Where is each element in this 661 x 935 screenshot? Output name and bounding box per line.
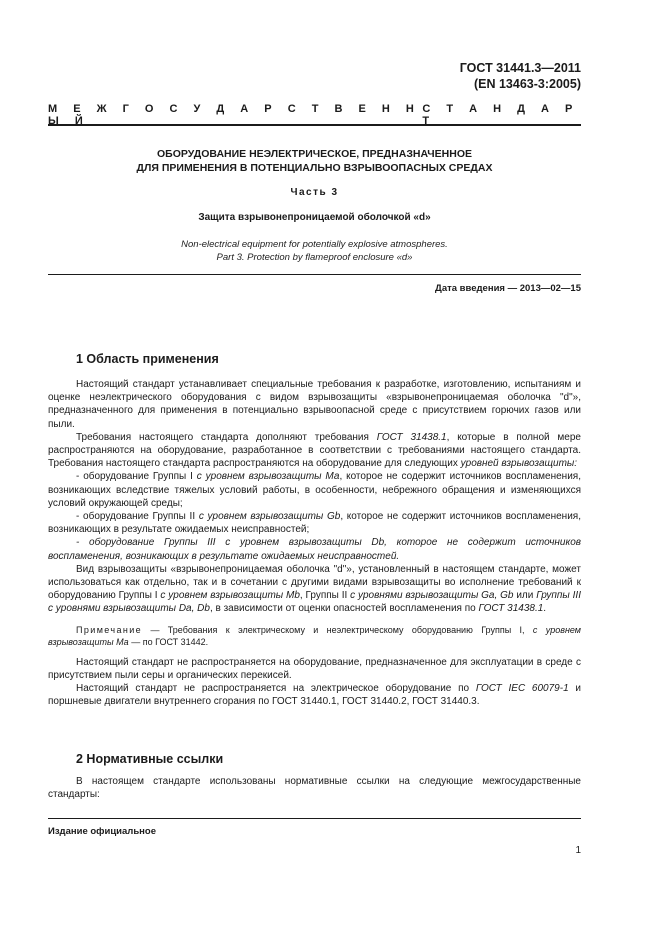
top-rule	[48, 124, 581, 126]
official-edition-label: Издание официальное	[48, 826, 156, 837]
text-run: — Требования к электрическому и неэлектрическому оборудованию Группы I,	[142, 624, 533, 635]
section-1-body	[48, 378, 581, 708]
list-item-group-2	[48, 510, 581, 536]
english-title-line-2: Part 3. Protection by flameproof enclosure «d»	[216, 251, 413, 263]
text-run: , которое не содержит источников воспламенения, возникающих в результате ожидаемых неисправностей;	[48, 511, 581, 536]
bottom-rule	[48, 818, 581, 819]
standard-header	[460, 60, 581, 92]
standard-id: ГОСТ 31441.3—2011	[459, 61, 581, 75]
standard-word: С Т А Н Д А Р Т	[422, 103, 579, 127]
text-run: Настоящий стандарт не распространяется на электрическое оборудование по	[76, 683, 476, 695]
section-1-heading: 1 Область применения	[76, 352, 219, 366]
text-run: , которое не содержит источников воспламенения, возникающих вследствие тяжелых условий работы, в особенности, небрежного обращения и изменяющихся условий окружающей среды;	[48, 471, 581, 509]
section-1-paragraph-1: Настоящий стандарт устанавливает специальные требования к разработке, изготовлению, испытаниям и оценке неэлектрического оборудования с видом взрывозащиты «взрывонепроницаемая оболочка "d"», предназначенного для применения в потенциально взрывоопасной среде с присутствием горючих газов или пыли.	[48, 379, 581, 430]
english-title-line-1: Non-electrical equipment for potentially explosive atmospheres.	[181, 239, 448, 250]
section-2-body	[48, 775, 581, 801]
part-label: Часть 3	[290, 187, 339, 198]
middle-rule	[48, 274, 581, 275]
page-number: 1	[575, 845, 581, 856]
english-title	[48, 239, 581, 264]
text-run: Вид взрывозащиты «взрывонепроницаемая оболочка "d"», установленный в настоящем стандарте, может использоваться как отдельно, так и в сочетании с другими видами взрывозащиты во исполнение требований к оборудованию Группы I	[48, 563, 581, 602]
text-run: , в зависимости от оценки опасностей воспламенения по	[209, 603, 479, 615]
text-run: , которые в полной мере распространяются на оборудование, разработанное в соответствии с требованиями настоящего стандарта. Требования настоящего стандарта распространяются на оборудование для следующих	[48, 431, 581, 470]
text-run: - оборудование Группы I	[76, 471, 197, 483]
note	[48, 624, 581, 648]
list-item-group-3	[48, 536, 581, 562]
part-subtitle: Защита взрывонепроницаемой оболочкой «d»	[198, 212, 431, 223]
text-run: — по ГОСТ 31442.	[128, 636, 209, 647]
title-line-1: ОБОРУДОВАНИЕ НЕЭЛЕКТРИЧЕСКОЕ, ПРЕДНАЗНАЧЕННОЕ	[157, 148, 472, 160]
text-run: с уровнем взрывозащиты Mb	[160, 590, 300, 602]
text-run: Группы III с уровнями взрывозащиты Da, Db	[48, 590, 581, 615]
reference-link: ГОСТ 31438.1	[478, 603, 544, 615]
text-run: - оборудование Группы II	[76, 511, 199, 523]
reference-link: ГОСТ IEC 60079-1	[475, 683, 569, 695]
text-run: .	[543, 603, 547, 615]
section-1-paragraph-5	[48, 682, 581, 708]
text-run: и поршневые двигатели внутреннего сгорания по ГОСТ 31440.1, ГОСТ 31440.2, ГОСТ 31440.3.	[48, 683, 581, 708]
section-1-paragraph-3	[48, 563, 581, 616]
section-2-paragraph-1: В настоящем стандарте использованы нормативные ссылки на следующие межгосударственные стандарты:	[48, 776, 581, 801]
text-run: с уровнями взрывозащиты Ga, Gb	[350, 590, 514, 602]
document-title	[48, 147, 581, 175]
text-run: с уровнем взрывозащиты Gb	[198, 511, 341, 523]
reference-link: ГОСТ 31438.1	[376, 431, 447, 443]
title-line-2: ДЛЯ ПРИМЕНЕНИЯ В ПОТЕНЦИАЛЬНО ВЗРЫВООПАСНЫХ СРЕДАХ	[136, 162, 493, 174]
text-run: Требования настоящего стандарта дополняют требования	[76, 431, 377, 443]
note-label: Примечание	[76, 624, 143, 635]
text-run: с уровнем взрывозащиты Ма	[196, 471, 340, 483]
en-reference: (EN 13463-3:2005)	[473, 77, 581, 91]
text-run: , Группы II	[299, 590, 351, 602]
list-item-group-1	[48, 470, 581, 510]
text-run: с уровнем взрывозащиты Ма	[48, 624, 581, 647]
text-run: уровней взрывозащиты:	[460, 458, 578, 470]
introduction-date: Дата введения — 2013—02—15	[435, 283, 581, 294]
section-1-paragraph-2	[48, 431, 581, 471]
section-1-paragraph-4: Настоящий стандарт не распространяется на оборудование, предназначенное для эксплуатации в среде с присутствием пыли серы и органических перекисей.	[48, 656, 581, 681]
text-run: или	[513, 590, 537, 602]
section-2-heading: 2 Нормативные ссылки	[76, 752, 224, 766]
text-run: - оборудование Группы III с уровнем взрывозащиты Db, которое не содержит источников воспламенения, возникающих в результате ожидаемых неисправностей.	[48, 537, 581, 562]
interstate-word: М Е Ж Г О С У Д А Р С Т В Е Н Н Ы Й	[48, 103, 421, 127]
